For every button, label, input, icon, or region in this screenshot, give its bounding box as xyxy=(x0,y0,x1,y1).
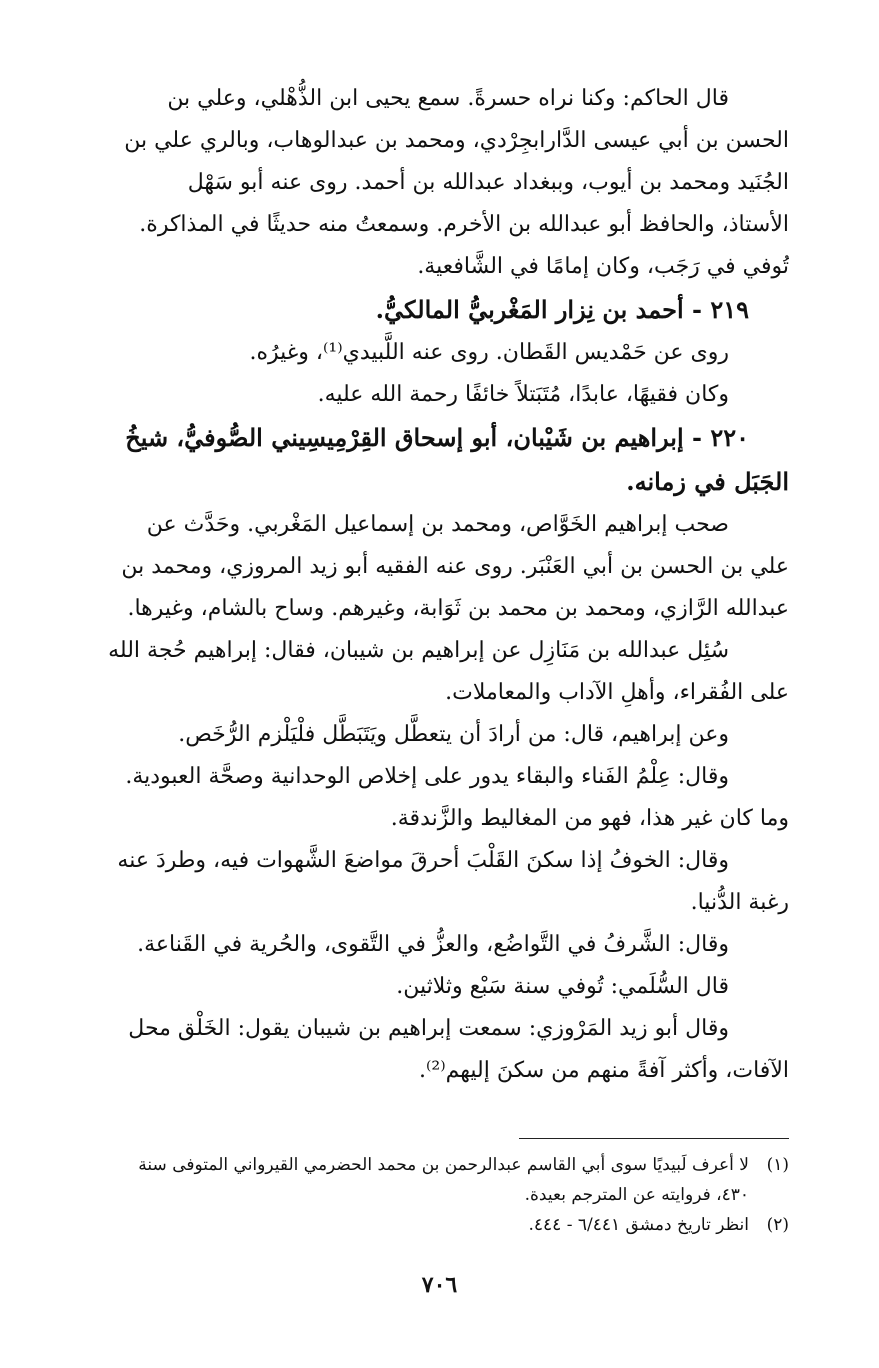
footnote-number: (٢) xyxy=(766,1215,789,1235)
footnote-2 xyxy=(44,1210,789,1240)
entry-220-heading: ٢٢٠ - إبراهيم بن شَيْبان، أبو إسحاق القِرْمِيسِيني الصُّوفيُّ، شيخُ xyxy=(125,423,749,452)
footnote-separator xyxy=(519,1138,789,1139)
text-line: قال الحاكم: وكنا نراه حسرةً. سمع يحيى ابن الذُّهْلي، وعلي بن xyxy=(167,86,729,111)
page-number: ٧٠٦ xyxy=(421,1272,458,1298)
text-line: سُئِل عبدالله بن مَنَازِل عن إبراهيم بن شيبان، فقال: إبراهيم حُجة الله xyxy=(108,638,729,663)
footnote-number: (١) xyxy=(766,1155,789,1175)
text-line: قال السُّلَمي: تُوفي سنة سَبْع وثلاثين. xyxy=(396,974,729,999)
entry-219-heading: ٢١٩ - أحمد بن نِزار المَغْربيُّ المالكيُّ. xyxy=(375,295,749,324)
footnote-text: انظر تاريخ دمشق ٦/٤٤١ - ٤٤٤. xyxy=(528,1215,749,1235)
text-line: صحب إبراهيم الخَوَّاص، ومحمد بن إسماعيل المَغْربي. وحَدَّث عن xyxy=(146,512,729,537)
text-line: علي بن الحسن بن أبي العَنْبَر. روى عنه الفقيه أبو زيد المروزي، ومحمد بن xyxy=(121,554,789,579)
text-line: رغبة الدُّنيا. xyxy=(690,890,789,915)
text-line: وما كان غير هذا، فهو من المغاليط والزَّندقة. xyxy=(390,806,789,831)
text-line: روى عن حَمْديس القَطان. روى عنه اللَّبيدي⁽¹⁾، وغيرُه. xyxy=(249,340,729,365)
text-line: الجُنَيد ومحمد بن أيوب، وببغداد عبدالله بن أحمد. روى عنه أبو سَهْل xyxy=(187,170,789,195)
footnote-text: ٤٣٠، فروايته عن المترجم بعيدة. xyxy=(524,1185,749,1205)
footnote-text: لا أعرف لَبيديًا سوى أبي القاسم عبدالرحمن بن محمد الحضرمي القيرواني المتوفى سنة xyxy=(138,1155,749,1175)
text-line: على الفُقراء، وأهلِ الآداب والمعاملات. xyxy=(445,680,789,705)
text-line: وقال: الخوفُ إذا سكنَ القَلْبَ أحرقَ مواضعَ الشَّهوات فيه، وطردَ عنه xyxy=(117,848,729,873)
text-line: الحسن بن أبي عيسى الدَّارابجِرْدي، ومحمد بن عبدالوهاب، وبالري علي بن xyxy=(124,128,789,153)
text-line: تُوفي في رَجَب، وكان إمامًا في الشَّافعية. xyxy=(417,254,789,279)
footnote-1 xyxy=(44,1150,789,1180)
text-line: وقال أبو زيد المَرْوزي: سمعت إبراهيم بن شيبان يقول: الخَلْق محل xyxy=(128,1016,729,1041)
footnotes xyxy=(44,1150,789,1240)
text-line: عبدالله الرَّازي، ومحمد بن محمد بن ثَوَابة، وغيرهم. وساح بالشام، وغيرها. xyxy=(127,596,789,621)
main-text xyxy=(44,78,789,1092)
text-line: الآفات، وأكثر آفةً منهم من سكنَ إليهم⁽²⁾. xyxy=(418,1058,789,1083)
text-line: وعن إبراهيم، قال: من أرادَ أن يتعطَّل ويَتَبَطَّل فلْيَلْزم الرُّخَص. xyxy=(178,722,729,747)
text-line: الأستاذ، والحافظ أبو عبدالله بن الأخرم. وسمعتُ منه حديثًا في المذاكرة. xyxy=(139,212,789,237)
text-line: وقال: الشَّرفُ في التَّواضُع، والعزُّ في التَّقوى، والحُرية في القَناعة. xyxy=(137,932,729,957)
footnote-1-continued xyxy=(44,1180,789,1210)
entry-220-heading-continued: الجَبَل في زمانه. xyxy=(626,467,789,496)
text-line: وكان فقيهًا، عابدًا، مُتَبَتلاً خائفًا رحمة الله عليه. xyxy=(317,382,729,407)
text-line: وقال: عِلْمُ الفَناء والبقاء يدور على إخلاص الوحدانية وصحَّة العبودية. xyxy=(125,764,729,789)
